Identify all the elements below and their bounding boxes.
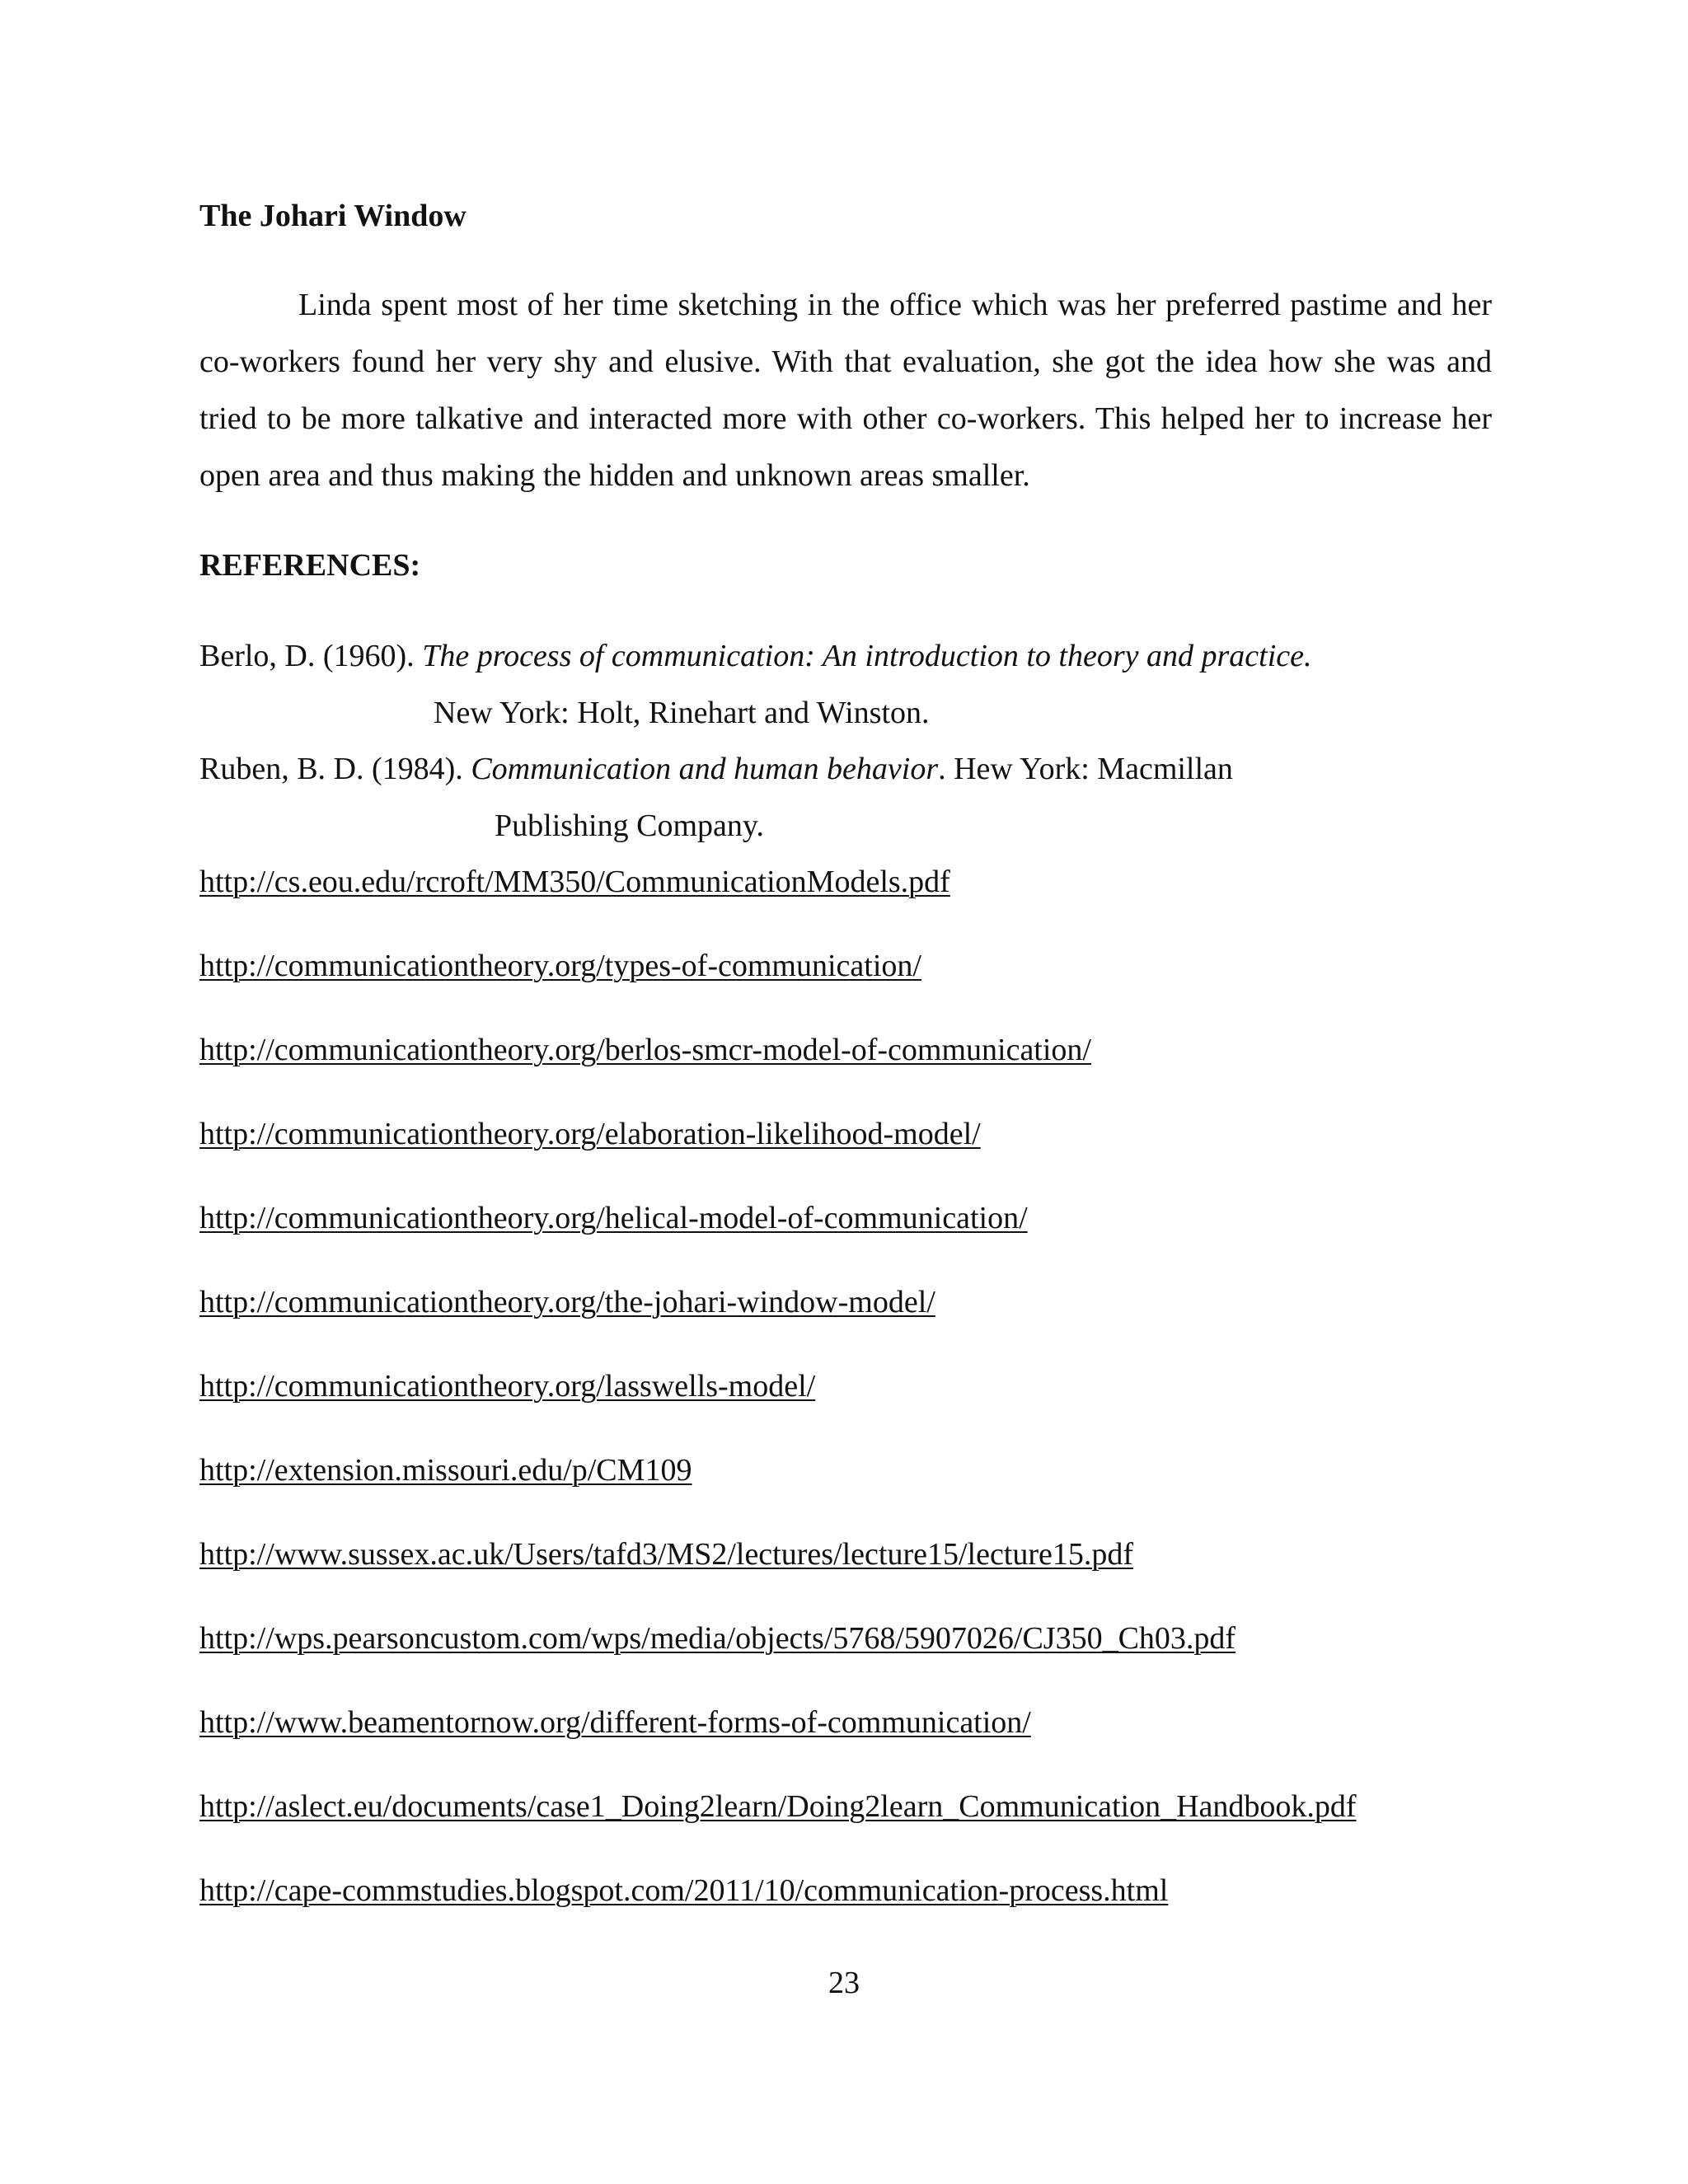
- reference-link[interactable]: http://aslect.eu/documents/case1_Doing2learn/Doing2learn_Communication_Handbook.pdf: [199, 1789, 1357, 1824]
- section-heading: The Johari Window: [199, 199, 467, 233]
- reference-ruben-author: Ruben, B. D. (1984).: [199, 752, 471, 786]
- reference-link[interactable]: http://www.sussex.ac.uk/Users/tafd3/MS2/lectures/lecture15/lecture15.pdf: [199, 1537, 1134, 1572]
- reference-ruben-publisher: . Hew York: Macmillan: [938, 752, 1233, 786]
- reference-berlo-author: Berlo, D. (1960).: [199, 639, 423, 673]
- reference-berlo-continuation: New York: Holt, Rinehart and Winston.: [434, 696, 930, 730]
- reference-link[interactable]: http://cape-commstudies.blogspot.com/2011/10/communication-process.html: [199, 1873, 1169, 1908]
- reference-ruben-title: Communication and human behavior: [471, 752, 939, 786]
- reference-link[interactable]: http://communicationtheory.org/helical-model-of-communication/: [199, 1201, 1028, 1235]
- reference-link[interactable]: http://wps.pearsoncustom.com/wps/media/objects/5768/5907026/CJ350_Ch03.pdf: [199, 1621, 1236, 1656]
- reference-link[interactable]: http://communicationtheory.org/types-of-communication/: [199, 949, 921, 983]
- reference-link[interactable]: http://extension.missouri.edu/p/CM109: [199, 1453, 692, 1488]
- reference-link[interactable]: http://communicationtheory.org/lasswells-model/: [199, 1369, 816, 1404]
- page-number: 23: [828, 1966, 860, 2000]
- reference-link[interactable]: http://communicationtheory.org/the-johari-window-model/: [199, 1285, 935, 1319]
- reference-ruben: [199, 751, 1233, 787]
- reference-link[interactable]: http://www.beamentornow.org/different-forms-of-communication/: [199, 1705, 1031, 1740]
- reference-link[interactable]: http://communicationtheory.org/berlos-smcr-model-of-communication/: [199, 1033, 1091, 1067]
- reference-ruben-continuation: Publishing Company.: [495, 808, 764, 843]
- reference-berlo: [199, 638, 1312, 674]
- reference-link[interactable]: http://communicationtheory.org/elaboration-likelihood-model/: [199, 1117, 981, 1151]
- references-heading: REFERENCES:: [199, 548, 421, 583]
- reference-berlo-title: The process of communication: An introduction to theory and practice.: [422, 639, 1312, 673]
- reference-link[interactable]: http://cs.eou.edu/rcroft/MM350/CommunicationModels.pdf: [199, 865, 950, 899]
- body-paragraph: Linda spent most of her time sketching in the office which was her preferred pastime and her co-workers found her very shy and elusive. With that evaluation, she got the idea how she was and tried to be more talkative and interacted more with other co-workers. This helped her to increase her open area and thus making the hidden and unknown areas smaller.: [199, 288, 1492, 493]
